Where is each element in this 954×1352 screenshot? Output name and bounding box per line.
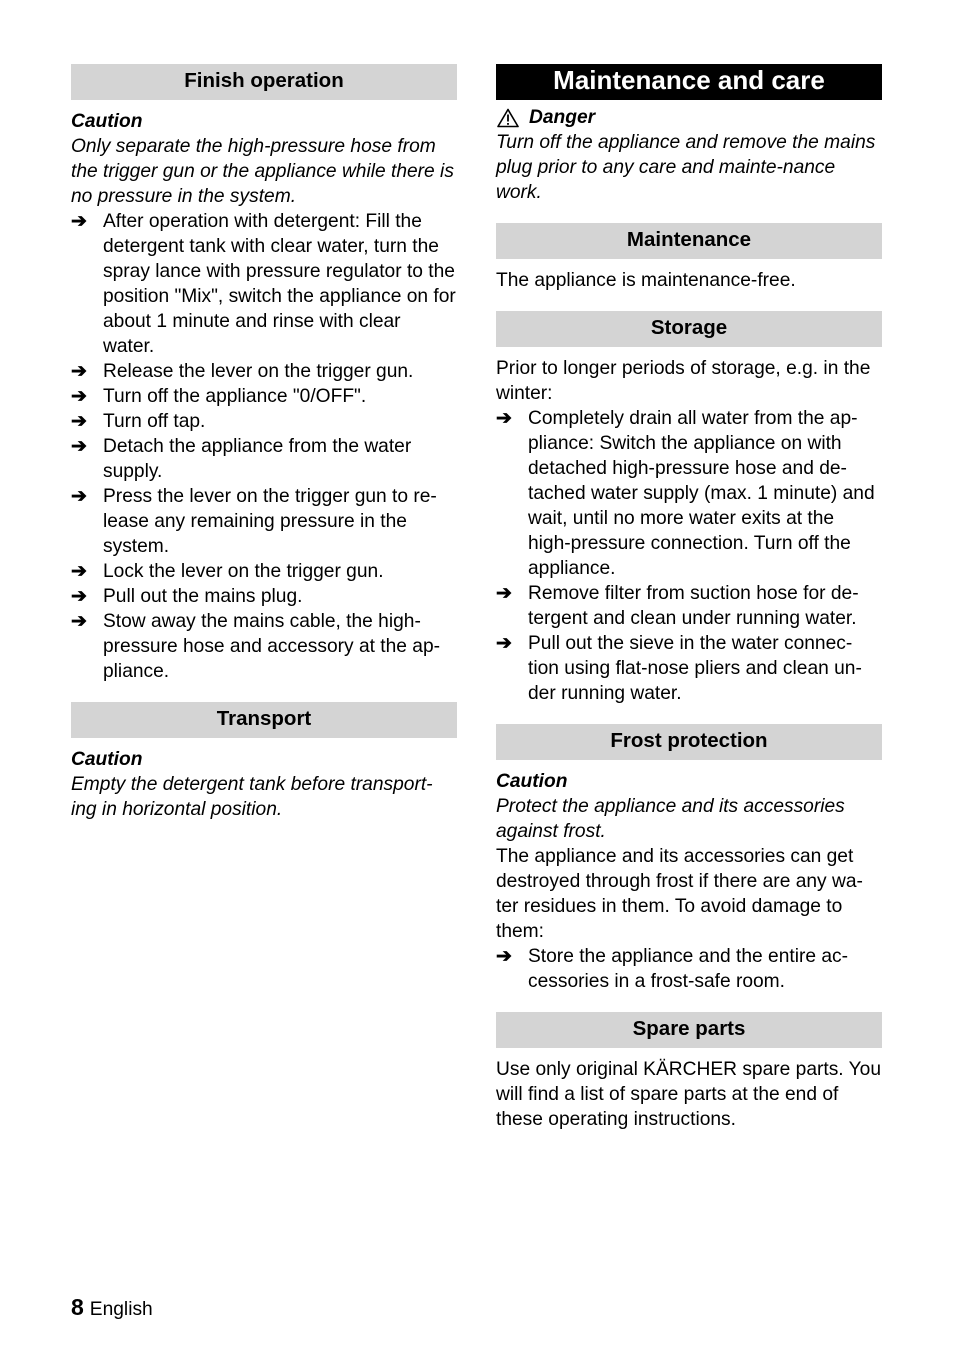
list-item: ➔ Press the lever on the trigger gun to re-lease any remaining pressure in the system. [71,486,437,557]
finish-caution-label: Caution [71,111,143,132]
arrow-right-icon: ➔ [71,486,88,507]
maintenance-heading: Maintenance [496,223,882,259]
frost-caution-label: Caution [496,771,568,792]
list-item: ➔ Pull out the sieve in the water connec-tion using flat-nose pliers and clean un-der running water. [496,633,862,704]
list-item: ➔ Remove filter from suction hose for de-tergent and clean under running water. [496,583,859,629]
maintenance-text: The appliance is maintenance-free. [496,270,796,291]
storage-heading: Storage [496,311,882,347]
list-item: ➔ After operation with detergent: Fill the detergent tank with clear water, turn the spray lance with pressure regulator to the position "Mix", switch the appliance on for about 1 minute and rinse with clear water. [71,211,456,357]
list-item: ➔ Pull out the mains plug. [71,586,303,607]
list-item: ➔ Release the lever on the trigger gun. [71,361,414,382]
list-item: ➔ Turn off the appliance "0/OFF". [71,386,367,407]
frost-steps [496,944,882,994]
warning-triangle-icon [497,108,519,128]
left-column [71,64,457,822]
frost-protection-heading: Frost protection [496,724,882,760]
spare-parts-text: Use only original KÄRCHER spare parts. You will find a list of spare parts at the end of these operating instructions. [496,1059,882,1130]
storage-steps [496,406,882,706]
finish-steps [71,209,457,684]
page-number: 8 [71,1294,84,1320]
list-item: ➔ Store the appliance and the entire ac-cessories in a frost-safe room. [496,946,849,992]
storage-intro: Prior to longer periods of storage, e.g. in the winter: [496,358,871,404]
arrow-right-icon: ➔ [71,386,88,407]
finish-operation-heading: Finish operation [71,64,457,100]
footer-language: English [89,1299,153,1320]
arrow-right-icon: ➔ [71,411,88,432]
arrow-right-icon: ➔ [71,586,88,607]
arrow-right-icon: ➔ [496,633,513,654]
arrow-right-icon: ➔ [71,611,88,632]
transport-caution-label: Caution [71,749,143,770]
arrow-right-icon: ➔ [71,211,88,232]
danger-label-row [496,105,882,130]
arrow-right-icon: ➔ [71,436,88,457]
list-item: ➔ Completely drain all water from the ap-pliance: Switch the appliance on with detached high-pressure hose and de-tached water supply (max. 1 minute) and wait, until no more water exits at the high-pressure connection. Turn off the appliance. [496,408,875,579]
list-item: ➔ Stow away the mains cable, the high-pressure hose and accessory at the ap-pliance. [71,611,441,682]
list-item: ➔ Lock the lever on the trigger gun. [71,561,384,582]
list-item: ➔ Detach the appliance from the water supply. [71,436,412,482]
frost-text: The appliance and its accessories can get destroyed through frost if there are any wa-ter residues in them. To avoid damage to them: [496,846,863,942]
arrow-right-icon: ➔ [496,408,513,429]
maintenance-and-care-heading: Maintenance and care [496,64,882,100]
frost-caution-text: Protect the appliance and its accessories against frost. [496,796,845,842]
transport-heading: Transport [71,702,457,738]
finish-caution-text: Only separate the high-pressure hose from the trigger gun or the appliance while there is no pressure in the system. [71,136,454,207]
transport-caution-text: Empty the detergent tank before transport-ing in horizontal position. [71,774,433,820]
arrow-right-icon: ➔ [71,361,88,382]
right-column [496,64,882,1132]
danger-text: Turn off the appliance and remove the mains plug prior to any care and mainte-nance work. [496,132,876,203]
page-footer [71,1295,153,1322]
arrow-right-icon: ➔ [71,561,88,582]
danger-label: Danger [529,107,596,128]
list-item: ➔ Turn off tap. [71,411,206,432]
arrow-right-icon: ➔ [496,583,513,604]
spare-parts-heading: Spare parts [496,1012,882,1048]
arrow-right-icon: ➔ [496,946,513,967]
